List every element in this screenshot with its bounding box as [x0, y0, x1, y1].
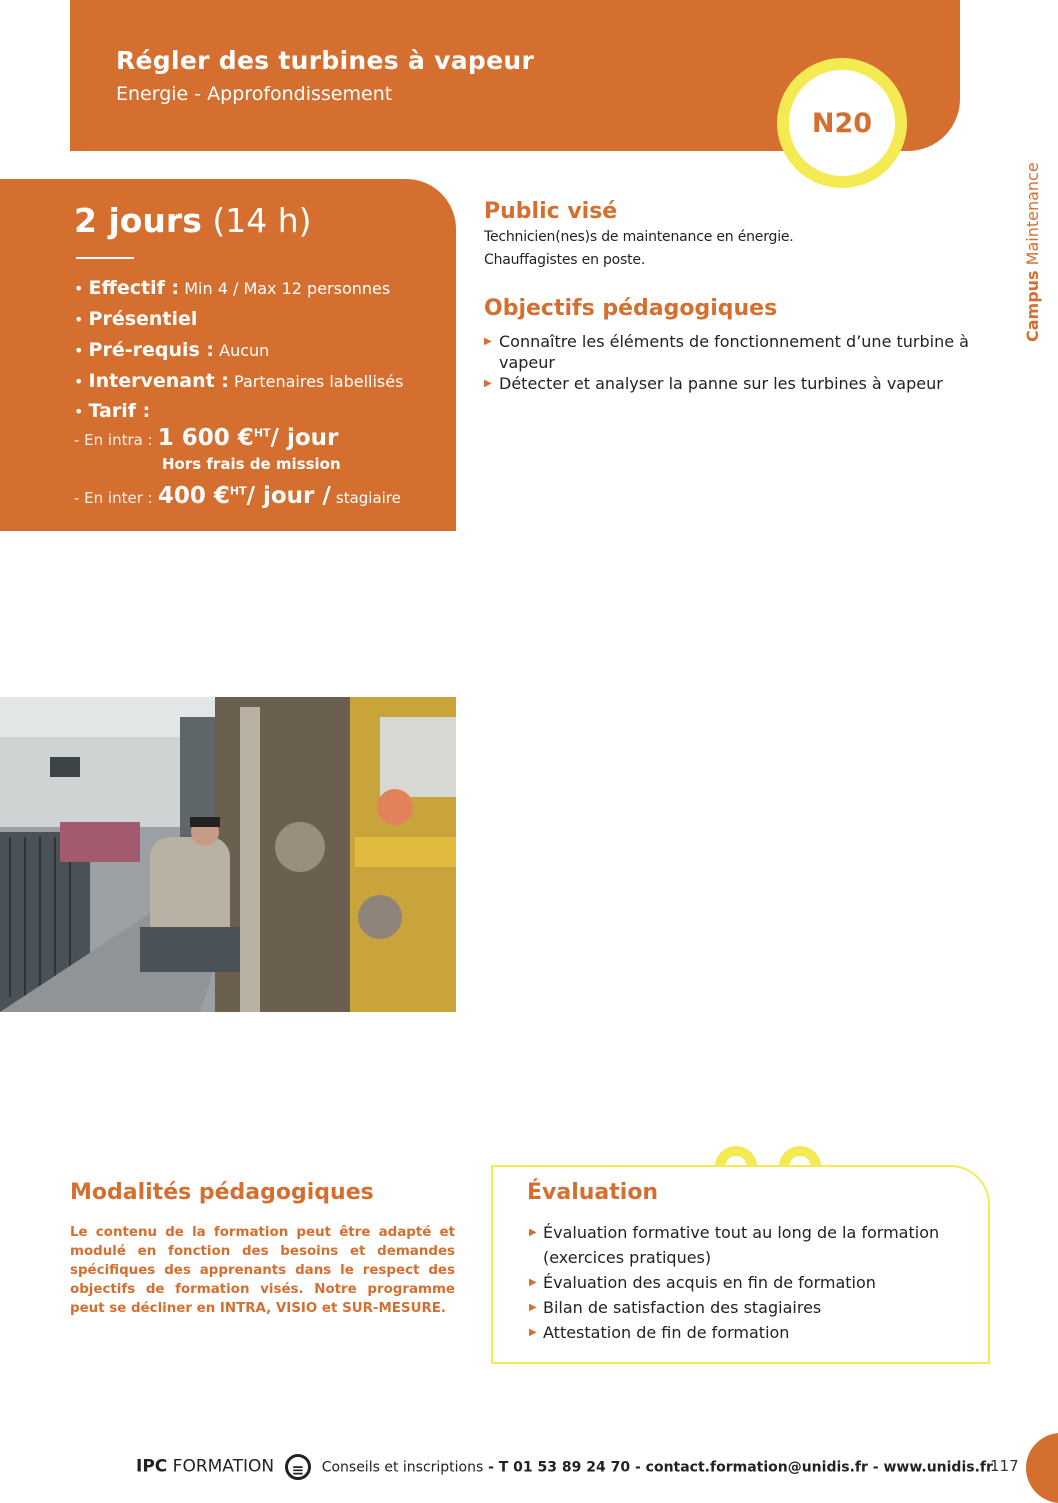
intervenant-value: Partenaires labellisés	[234, 372, 404, 391]
bullet-triangle-icon: ▶	[529, 1277, 537, 1288]
footer	[136, 1454, 993, 1480]
effectif-label: Effectif :	[88, 277, 180, 299]
objectives-list	[484, 331, 1004, 394]
intervenant-line: • Intervenant : Partenaires labellisés	[74, 370, 404, 392]
course-code: N20	[811, 107, 873, 139]
inter-price: 400 €$^{HT}$/ jour /	[157, 483, 331, 509]
duration	[74, 201, 312, 240]
info-box	[0, 179, 456, 531]
duration-divider	[76, 257, 134, 259]
footer-brand: IPC FORMATION	[136, 1456, 275, 1477]
modalites-text: Le contenu de la formation peut être adapté et modulé en fonction des besoins et demandes spécifiques des apprenants dans le respect des objectifs de formation visés. Notre programme peut se décliner en INTRA, VISIO et SUR-MESURE.	[70, 1225, 455, 1316]
objective-item: ▶ Détecter et analyser la panne sur les turbines à vapeur	[484, 374, 943, 393]
campus-side-label	[1023, 162, 1042, 342]
campus-label-rest: Maintenance	[1023, 162, 1042, 271]
evaluation-item: ▶ Bilan de satisfaction des stagiaires	[529, 1295, 969, 1320]
campus-label-bold: Campus	[1023, 270, 1042, 342]
public-line-1: Technicien(nes)s de maintenance en énergie.	[484, 229, 794, 245]
footer-details[interactable]: - T 01 53 89 24 70 - contact.formation@unidis.fr - www.unidis.fr	[488, 1459, 993, 1476]
presentiel-line: • Présentiel	[74, 308, 198, 330]
page-subtitle: Energie - Approfondissement	[116, 83, 393, 105]
workshop-photo	[0, 697, 456, 1012]
inter-price-line	[74, 483, 401, 509]
bullet-triangle-icon: ▶	[529, 1227, 537, 1238]
intervenant-label: Intervenant :	[88, 370, 229, 392]
prerequis-label: Pré-requis :	[88, 339, 215, 361]
evaluation-list	[529, 1220, 969, 1345]
course-code-badge	[777, 58, 907, 188]
page-number: 117	[990, 1457, 1019, 1475]
inter-label: - En inter :	[74, 489, 153, 507]
bullet-triangle-icon: ▶	[484, 378, 492, 389]
objectives-title: Objectifs pédagogiques	[484, 296, 778, 321]
prerequis-value: Aucun	[219, 341, 270, 360]
intra-note: Hors frais de mission	[162, 455, 341, 473]
public-title: Public visé	[484, 199, 618, 224]
inter-suffix: stagiaire	[335, 489, 401, 507]
tarif-line: • Tarif :	[74, 400, 151, 422]
public-line-2: Chauffagistes en poste.	[484, 252, 646, 268]
evaluation-title: Évaluation	[527, 1180, 659, 1205]
bullet-triangle-icon: ▶	[529, 1302, 537, 1313]
evaluation-item: ▶ Évaluation formative tout au long de la formation (exercices pratiques)	[529, 1220, 969, 1270]
intra-price: 1 600 €$^{HT}$/ jour	[157, 425, 339, 451]
bullet-triangle-icon: ▶	[484, 336, 492, 347]
bullet-triangle-icon: ▶	[529, 1327, 537, 1338]
contact-icon: ≡	[285, 1454, 311, 1480]
footer-contact: Conseils et inscriptions	[321, 1459, 484, 1476]
intra-label: - En intra :	[74, 431, 153, 449]
evaluation-item: ▶ Évaluation des acquis en fin de formation	[529, 1270, 969, 1295]
duration-days: 2 jours	[74, 201, 202, 240]
page-title: Régler des turbines à vapeur	[116, 46, 535, 75]
intra-price-line	[74, 425, 338, 451]
corner-decoration	[1026, 1433, 1058, 1503]
objective-item: ▶ Connaître les éléments de fonctionnement d’une turbine à vapeur	[484, 332, 969, 372]
effectif-line: • Effectif : Min 4 / Max 12 personnes	[74, 277, 391, 299]
prerequis-line: • Pré-requis : Aucun	[74, 339, 270, 361]
duration-hours: (14 h)	[212, 201, 312, 240]
tarif-label: Tarif :	[88, 400, 151, 422]
effectif-value: Min 4 / Max 12 personnes	[184, 279, 391, 298]
evaluation-item: ▶ Attestation de fin de formation	[529, 1320, 969, 1345]
presentiel-label: Présentiel	[88, 308, 198, 330]
modalites-title: Modalités pédagogiques	[70, 1180, 374, 1205]
